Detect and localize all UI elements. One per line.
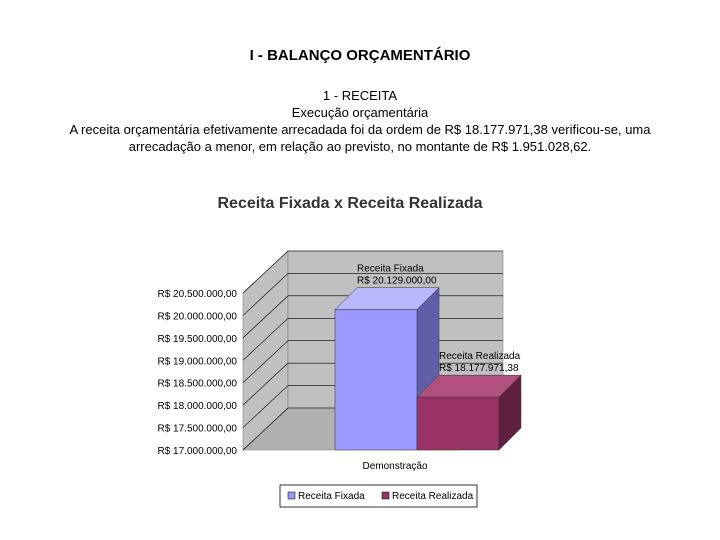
legend-swatch	[382, 492, 389, 499]
section-subtitle: Execução orçamentária	[291, 105, 429, 120]
y-tick-label: R$ 19.500.000,00	[157, 333, 237, 345]
section-title: 1 - RECEITA	[322, 88, 398, 103]
y-tick-label: R$ 17.500.000,00	[157, 423, 237, 435]
y-tick-label: R$ 17.000.000,00	[157, 446, 237, 457]
x-axis-label: Demonstração	[362, 461, 428, 472]
bar-front	[335, 310, 417, 450]
chart-title: Receita Fixada x Receita Realizada	[217, 195, 483, 212]
chart-legend	[280, 485, 477, 507]
y-tick-label: R$ 20.500.000,00	[157, 289, 237, 300]
y-tick-label: R$ 20.000.000,00	[157, 311, 237, 323]
bar-front	[417, 397, 499, 450]
page-heading: I - BALANÇO ORÇAMENTÁRIO	[249, 47, 471, 64]
data-label-name: Receita Fixada	[357, 263, 424, 275]
y-tick-label: R$ 19.000.000,00	[157, 356, 237, 368]
y-tick-label: R$ 18.000.000,00	[157, 401, 237, 413]
y-axis-ticks	[157, 289, 237, 457]
bar-chart	[140, 185, 580, 515]
bar-receita-realizada	[417, 375, 521, 450]
data-label-value: R$ 18.177.971,38	[439, 363, 519, 375]
legend-item: Receita Fixada	[298, 491, 365, 502]
data-label-value: R$ 20.129.000,00	[357, 275, 437, 287]
legend-swatch	[288, 492, 295, 499]
y-tick-label: R$ 18.500.000,00	[157, 378, 237, 390]
summary-paragraph: A receita orçamentária efetivamente arrecadada foi da ordem de R$ 18.177.971,38 verificou-se, uma arrecadação a menor, em relação ao previsto, no montante de R$ 1.951.028,62.	[69, 122, 651, 154]
legend-item: Receita Realizada	[392, 491, 474, 502]
data-label-name: Receita Realizada	[439, 351, 521, 363]
